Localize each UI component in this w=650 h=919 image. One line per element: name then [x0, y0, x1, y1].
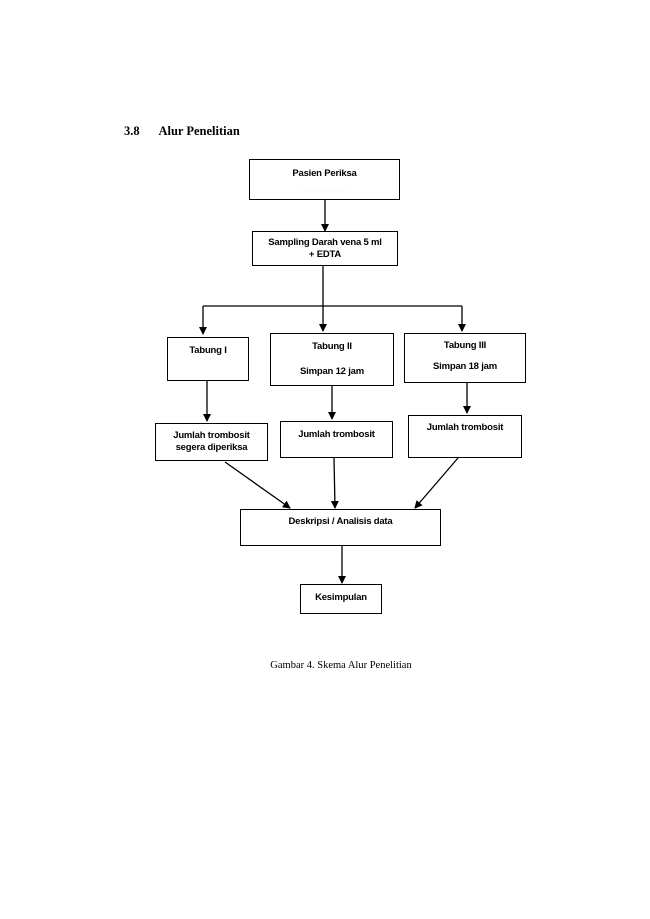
node-jumlah2-label: Jumlah trombosit: [298, 429, 375, 440]
node-tabung3-sub: Simpan 18 jam: [433, 361, 497, 372]
node-tabung3-label: Tabung III: [443, 340, 487, 351]
node-pasien-sub: ..... . .. . ... . . ... .. . . .: [300, 188, 349, 192]
node-kesimpulan-label: Kesimpulan: [315, 592, 367, 603]
section-title: Alur Penelitian: [158, 124, 240, 138]
node-deskripsi: [240, 509, 441, 546]
node-tabung-2: [270, 333, 394, 386]
node-tabung-3: [404, 333, 526, 383]
node-jumlah1-line1: Jumlah trombosit: [173, 430, 250, 441]
node-kesimpulan: [300, 584, 382, 614]
node-deskripsi-label: Deskripsi / Analisis data: [288, 516, 393, 527]
node-sampling-line1: Sampling Darah vena 5 ml: [268, 237, 382, 248]
node-jumlah-3: [408, 415, 522, 458]
node-pasien-label: Pasien Periksa: [292, 168, 357, 179]
node-tabung-1: [167, 337, 249, 381]
figure-caption: Gambar 4. Skema Alur Penelitian: [270, 660, 412, 671]
node-tabung1-label: Tabung I: [189, 345, 227, 356]
arrow-jumlah1-deskripsi: [225, 462, 290, 508]
node-jumlah-2: [280, 421, 393, 458]
section-number: 3.8: [124, 124, 140, 138]
node-sampling-line2: + EDTA: [308, 249, 342, 260]
node-jumlah3-label: Jumlah trombosit: [426, 422, 504, 433]
arrow-jumlah3-deskripsi: [415, 458, 458, 508]
node-tabung2-sub: Simpan 12 jam: [300, 366, 364, 377]
node-sampling-darah: [252, 231, 398, 266]
node-tabung2-label: Tabung II: [312, 341, 352, 352]
node-jumlah-1: [155, 423, 268, 461]
arrow-jumlah2-deskripsi: [334, 458, 335, 508]
node-pasien-periksa: [249, 159, 400, 200]
node-jumlah1-line2: segera diperiksa: [175, 442, 248, 453]
